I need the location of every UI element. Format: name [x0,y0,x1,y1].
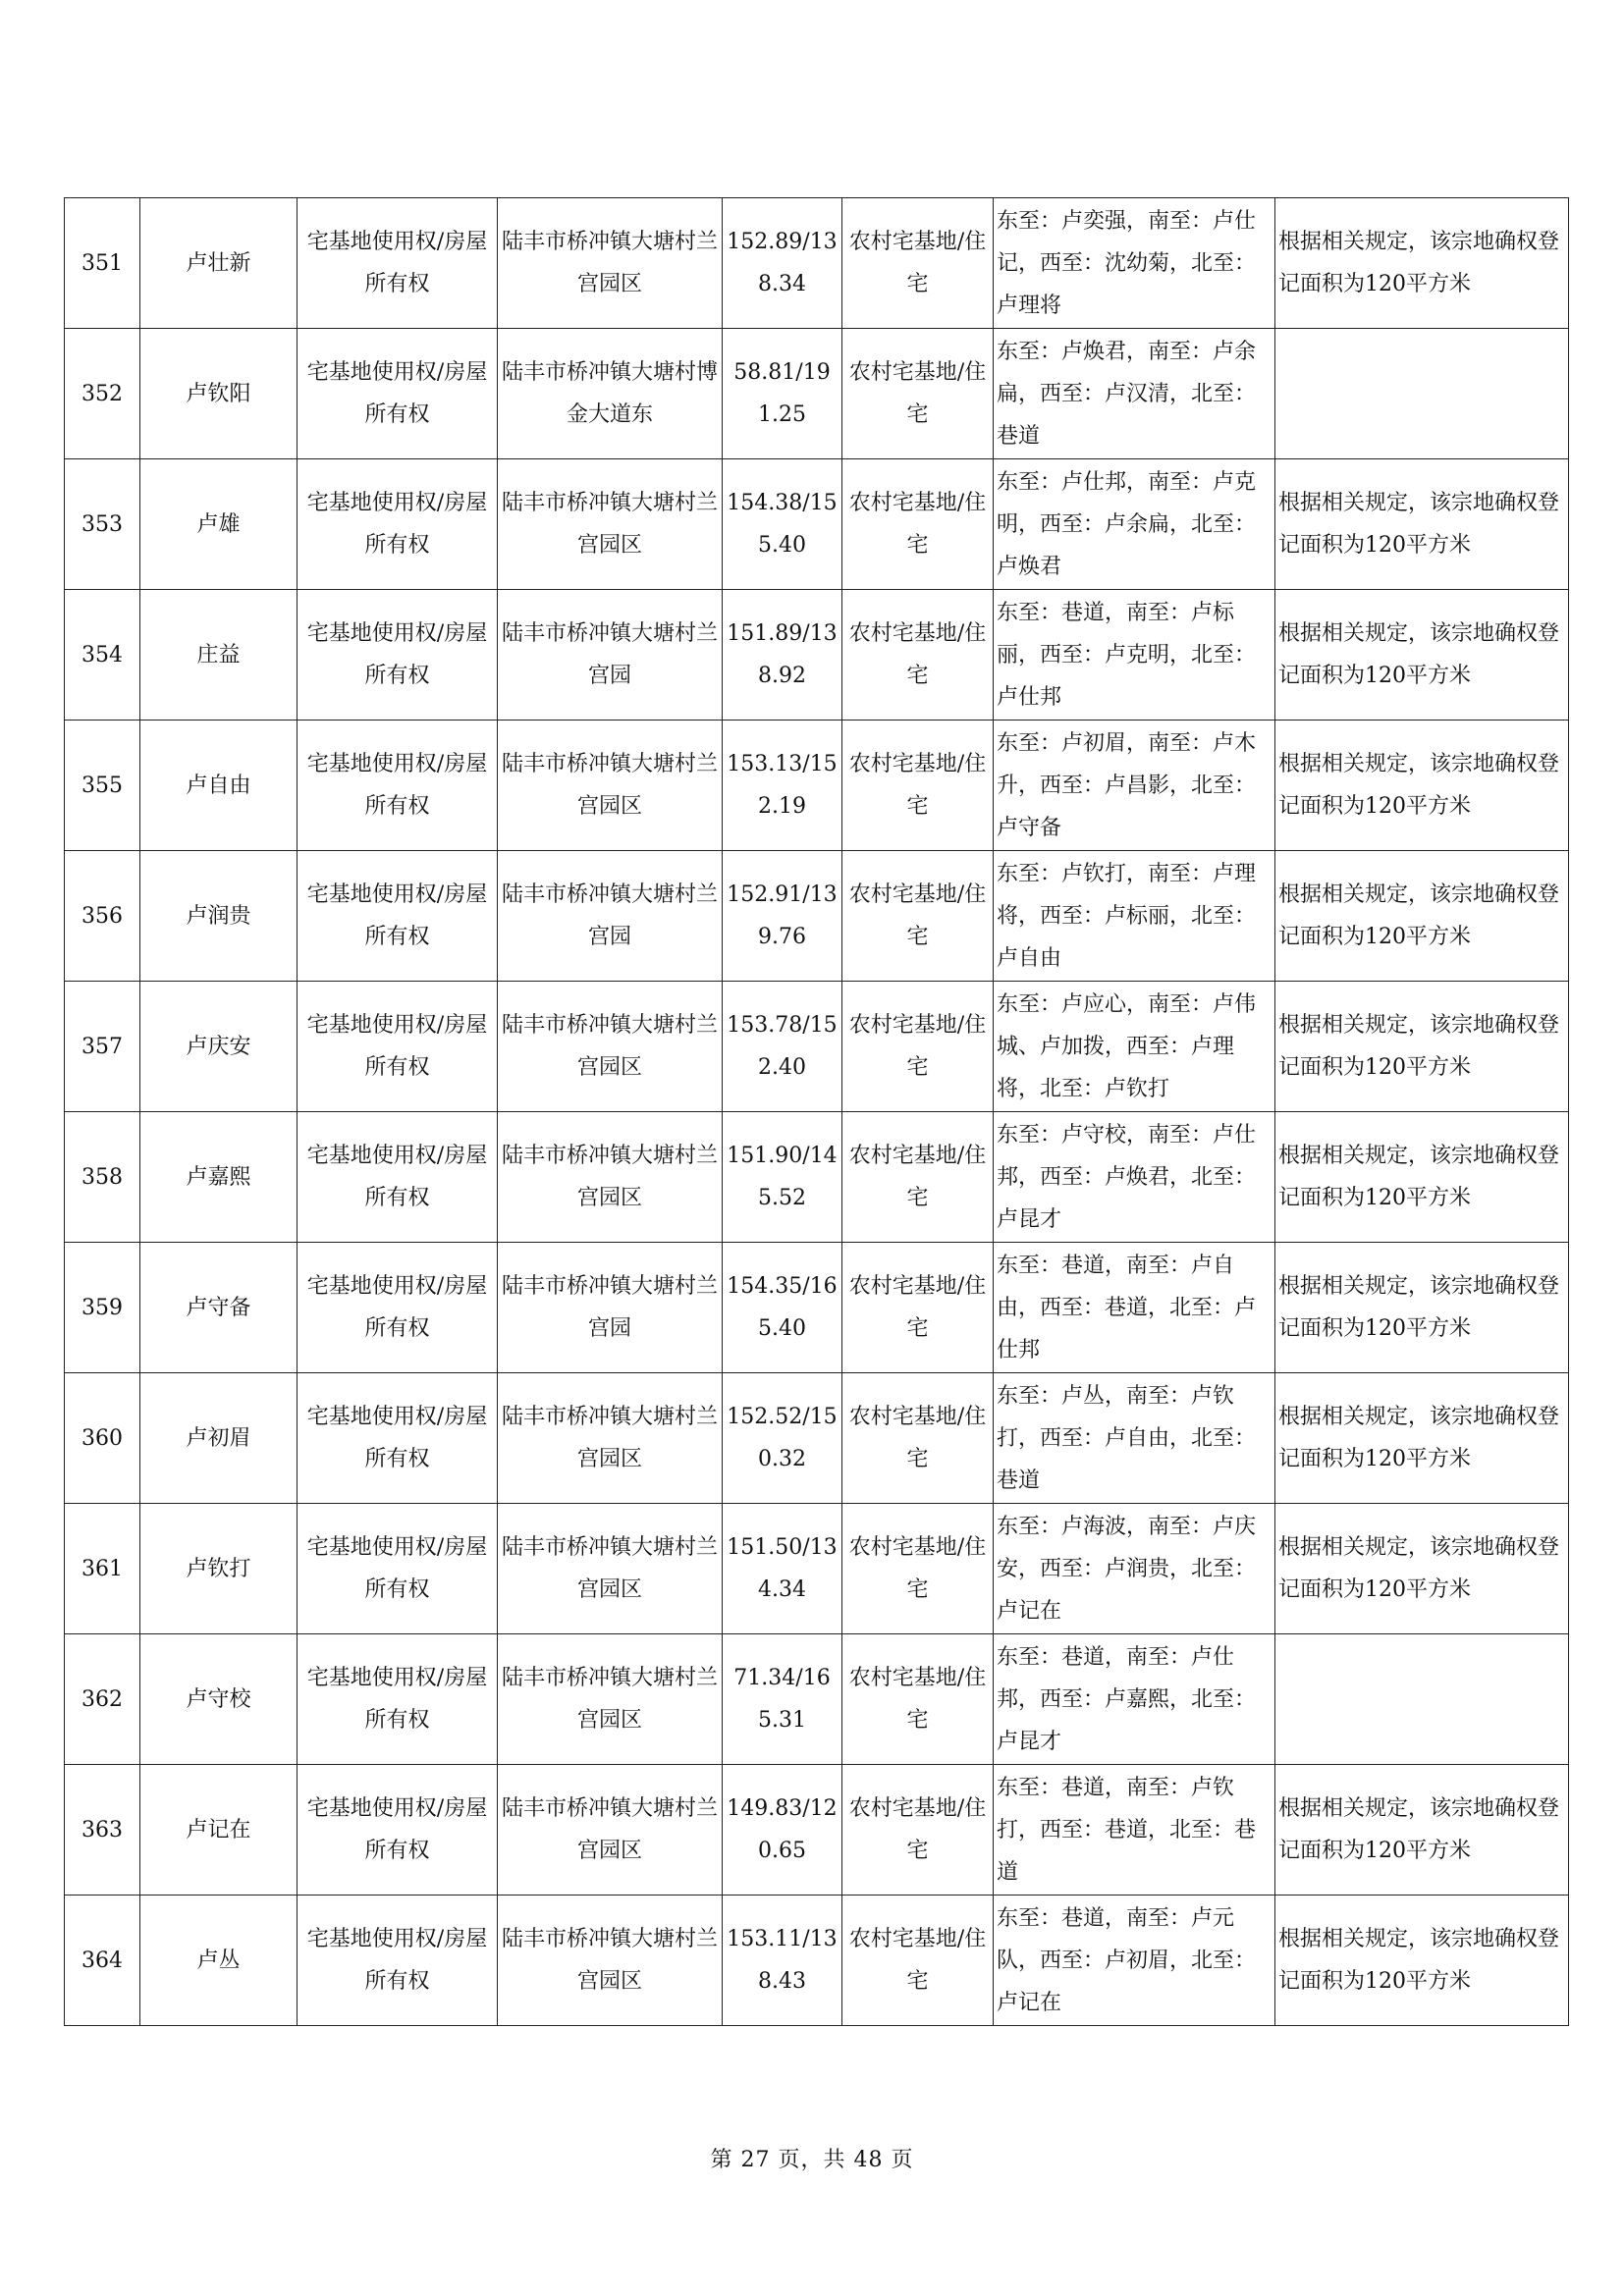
table-row [65,590,1569,721]
serial-number-cell: 356 [65,851,140,982]
location-cell: 陆丰市桥冲镇大塘村兰宫园区 [498,1504,723,1634]
location-cell: 陆丰市桥冲镇大塘村兰宫园 [498,1243,723,1373]
boundaries-cell: 东至：巷道，南至：卢自由，西至：巷道，北至：卢仕邦 [994,1243,1275,1373]
land-use-cell: 农村宅基地/住宅 [842,1634,994,1765]
land-use-cell: 农村宅基地/住宅 [842,1504,994,1634]
owner-name-cell: 卢雄 [140,459,298,590]
serial-number-cell: 352 [65,329,140,459]
note-cell: 根据相关规定，该宗地确权登记面积为120平方米 [1275,721,1569,851]
serial-number-cell: 359 [65,1243,140,1373]
boundaries-cell: 东至：卢焕君，南至：卢余扁，西至：卢汉清，北至：巷道 [994,329,1275,459]
table-row [65,1765,1569,1896]
land-use-cell: 农村宅基地/住宅 [842,1373,994,1504]
boundaries-cell: 东至：卢应心，南至：卢伟城、卢加拨，西至：卢理将，北至：卢钦打 [994,982,1275,1112]
area-cell: 151.89/138.92 [723,590,842,721]
note-cell [1275,1634,1569,1765]
land-use-cell: 农村宅基地/住宅 [842,459,994,590]
land-use-cell: 农村宅基地/住宅 [842,1243,994,1373]
note-cell: 根据相关规定，该宗地确权登记面积为120平方米 [1275,1765,1569,1896]
table-row [65,721,1569,851]
area-cell: 153.78/152.40 [723,982,842,1112]
right-type-cell: 宅基地使用权/房屋所有权 [298,1243,498,1373]
location-cell: 陆丰市桥冲镇大塘村兰宫园 [498,590,723,721]
serial-number-cell: 361 [65,1504,140,1634]
right-type-cell: 宅基地使用权/房屋所有权 [298,721,498,851]
serial-number-cell: 358 [65,1112,140,1243]
note-cell: 根据相关规定，该宗地确权登记面积为120平方米 [1275,1504,1569,1634]
owner-name-cell: 卢钦打 [140,1504,298,1634]
note-cell: 根据相关规定，该宗地确权登记面积为120平方米 [1275,1896,1569,2026]
right-type-cell: 宅基地使用权/房屋所有权 [298,198,498,329]
boundaries-cell: 东至：巷道，南至：卢元队，西至：卢初眉，北至：卢记在 [994,1896,1275,2026]
location-cell: 陆丰市桥冲镇大塘村兰宫园区 [498,1373,723,1504]
table-row [65,1243,1569,1373]
serial-number-cell: 363 [65,1765,140,1896]
area-cell: 71.34/165.31 [723,1634,842,1765]
note-cell: 根据相关规定，该宗地确权登记面积为120平方米 [1275,198,1569,329]
note-cell: 根据相关规定，该宗地确权登记面积为120平方米 [1275,1112,1569,1243]
serial-number-cell: 351 [65,198,140,329]
area-cell: 152.91/139.76 [723,851,842,982]
right-type-cell: 宅基地使用权/房屋所有权 [298,851,498,982]
boundaries-cell: 东至：卢守校，南至：卢仕邦，西至：卢焕君，北至：卢昆才 [994,1112,1275,1243]
table-row [65,1373,1569,1504]
page-footer [0,2143,1624,2173]
right-type-cell: 宅基地使用权/房屋所有权 [298,1634,498,1765]
boundaries-cell: 东至：巷道，南至：卢仕邦，西至：卢嘉熙，北至：卢昆才 [994,1634,1275,1765]
note-cell: 根据相关规定，该宗地确权登记面积为120平方米 [1275,982,1569,1112]
serial-number-cell: 357 [65,982,140,1112]
owner-name-cell: 卢守备 [140,1243,298,1373]
land-use-cell: 农村宅基地/住宅 [842,590,994,721]
note-cell [1275,329,1569,459]
area-cell: 151.90/145.52 [723,1112,842,1243]
area-cell: 149.83/120.65 [723,1765,842,1896]
location-cell: 陆丰市桥冲镇大塘村兰宫园区 [498,1112,723,1243]
owner-name-cell: 卢润贵 [140,851,298,982]
right-type-cell: 宅基地使用权/房屋所有权 [298,459,498,590]
serial-number-cell: 360 [65,1373,140,1504]
boundaries-cell: 东至：卢初眉，南至：卢木升，西至：卢昌影，北至：卢守备 [994,721,1275,851]
area-cell: 152.89/138.34 [723,198,842,329]
location-cell: 陆丰市桥冲镇大塘村兰宫园 [498,851,723,982]
boundaries-cell: 东至：卢钦打，南至：卢理将，西至：卢标丽，北至：卢自由 [994,851,1275,982]
right-type-cell: 宅基地使用权/房屋所有权 [298,1765,498,1896]
table-row [65,459,1569,590]
serial-number-cell: 353 [65,459,140,590]
table-row [65,851,1569,982]
table-row [65,982,1569,1112]
location-cell: 陆丰市桥冲镇大塘村兰宫园区 [498,459,723,590]
table-row [65,329,1569,459]
area-cell: 153.11/138.43 [723,1896,842,2026]
owner-name-cell: 卢嘉熙 [140,1112,298,1243]
page-number: 第 27 页，共 48 页 [710,2148,914,2172]
table-row [65,198,1569,329]
boundaries-cell: 东至：卢仕邦，南至：卢克明，西至：卢余扁，北至：卢焕君 [994,459,1275,590]
register-rows [65,198,1569,2026]
right-type-cell: 宅基地使用权/房屋所有权 [298,1373,498,1504]
boundaries-cell: 东至：巷道，南至：卢标丽，西至：卢克明，北至：卢仕邦 [994,590,1275,721]
boundaries-cell: 东至：卢丛，南至：卢钦打，西至：卢自由，北至：巷道 [994,1373,1275,1504]
register-table [64,197,1569,2026]
area-cell: 151.50/134.34 [723,1504,842,1634]
location-cell: 陆丰市桥冲镇大塘村博金大道东 [498,329,723,459]
serial-number-cell: 362 [65,1634,140,1765]
serial-number-cell: 354 [65,590,140,721]
serial-number-cell: 364 [65,1896,140,2026]
land-use-cell: 农村宅基地/住宅 [842,1112,994,1243]
serial-number-cell: 355 [65,721,140,851]
note-cell: 根据相关规定，该宗地确权登记面积为120平方米 [1275,851,1569,982]
owner-name-cell: 卢守校 [140,1634,298,1765]
owner-name-cell: 卢初眉 [140,1373,298,1504]
right-type-cell: 宅基地使用权/房屋所有权 [298,1504,498,1634]
location-cell: 陆丰市桥冲镇大塘村兰宫园区 [498,721,723,851]
right-type-cell: 宅基地使用权/房屋所有权 [298,329,498,459]
owner-name-cell: 卢庆安 [140,982,298,1112]
right-type-cell: 宅基地使用权/房屋所有权 [298,1112,498,1243]
owner-name-cell: 卢钦阳 [140,329,298,459]
land-use-cell: 农村宅基地/住宅 [842,1896,994,2026]
right-type-cell: 宅基地使用权/房屋所有权 [298,982,498,1112]
land-use-cell: 农村宅基地/住宅 [842,982,994,1112]
land-use-cell: 农村宅基地/住宅 [842,198,994,329]
note-cell: 根据相关规定，该宗地确权登记面积为120平方米 [1275,459,1569,590]
right-type-cell: 宅基地使用权/房屋所有权 [298,1896,498,2026]
right-type-cell: 宅基地使用权/房屋所有权 [298,590,498,721]
location-cell: 陆丰市桥冲镇大塘村兰宫园区 [498,1896,723,2026]
boundaries-cell: 东至：巷道，南至：卢钦打，西至：巷道，北至：巷道 [994,1765,1275,1896]
table-row [65,1634,1569,1765]
area-cell: 58.81/191.25 [723,329,842,459]
location-cell: 陆丰市桥冲镇大塘村兰宫园区 [498,982,723,1112]
owner-name-cell: 庄益 [140,590,298,721]
boundaries-cell: 东至：卢奕强，南至：卢仕记，西至：沈幼菊，北至：卢理将 [994,198,1275,329]
owner-name-cell: 卢自由 [140,721,298,851]
owner-name-cell: 卢记在 [140,1765,298,1896]
area-cell: 153.13/152.19 [723,721,842,851]
owner-name-cell: 卢壮新 [140,198,298,329]
area-cell: 154.38/155.40 [723,459,842,590]
note-cell: 根据相关规定，该宗地确权登记面积为120平方米 [1275,1243,1569,1373]
land-use-cell: 农村宅基地/住宅 [842,1765,994,1896]
table-row [65,1896,1569,2026]
land-use-cell: 农村宅基地/住宅 [842,851,994,982]
boundaries-cell: 东至：卢海波，南至：卢庆安，西至：卢润贵，北至：卢记在 [994,1504,1275,1634]
land-use-cell: 农村宅基地/住宅 [842,329,994,459]
owner-name-cell: 卢丛 [140,1896,298,2026]
location-cell: 陆丰市桥冲镇大塘村兰宫园区 [498,1634,723,1765]
location-cell: 陆丰市桥冲镇大塘村兰宫园区 [498,198,723,329]
table-row [65,1504,1569,1634]
table-row [65,1112,1569,1243]
note-cell: 根据相关规定，该宗地确权登记面积为120平方米 [1275,1373,1569,1504]
note-cell: 根据相关规定，该宗地确权登记面积为120平方米 [1275,590,1569,721]
land-use-cell: 农村宅基地/住宅 [842,721,994,851]
location-cell: 陆丰市桥冲镇大塘村兰宫园区 [498,1765,723,1896]
area-cell: 152.52/150.32 [723,1373,842,1504]
area-cell: 154.35/165.40 [723,1243,842,1373]
